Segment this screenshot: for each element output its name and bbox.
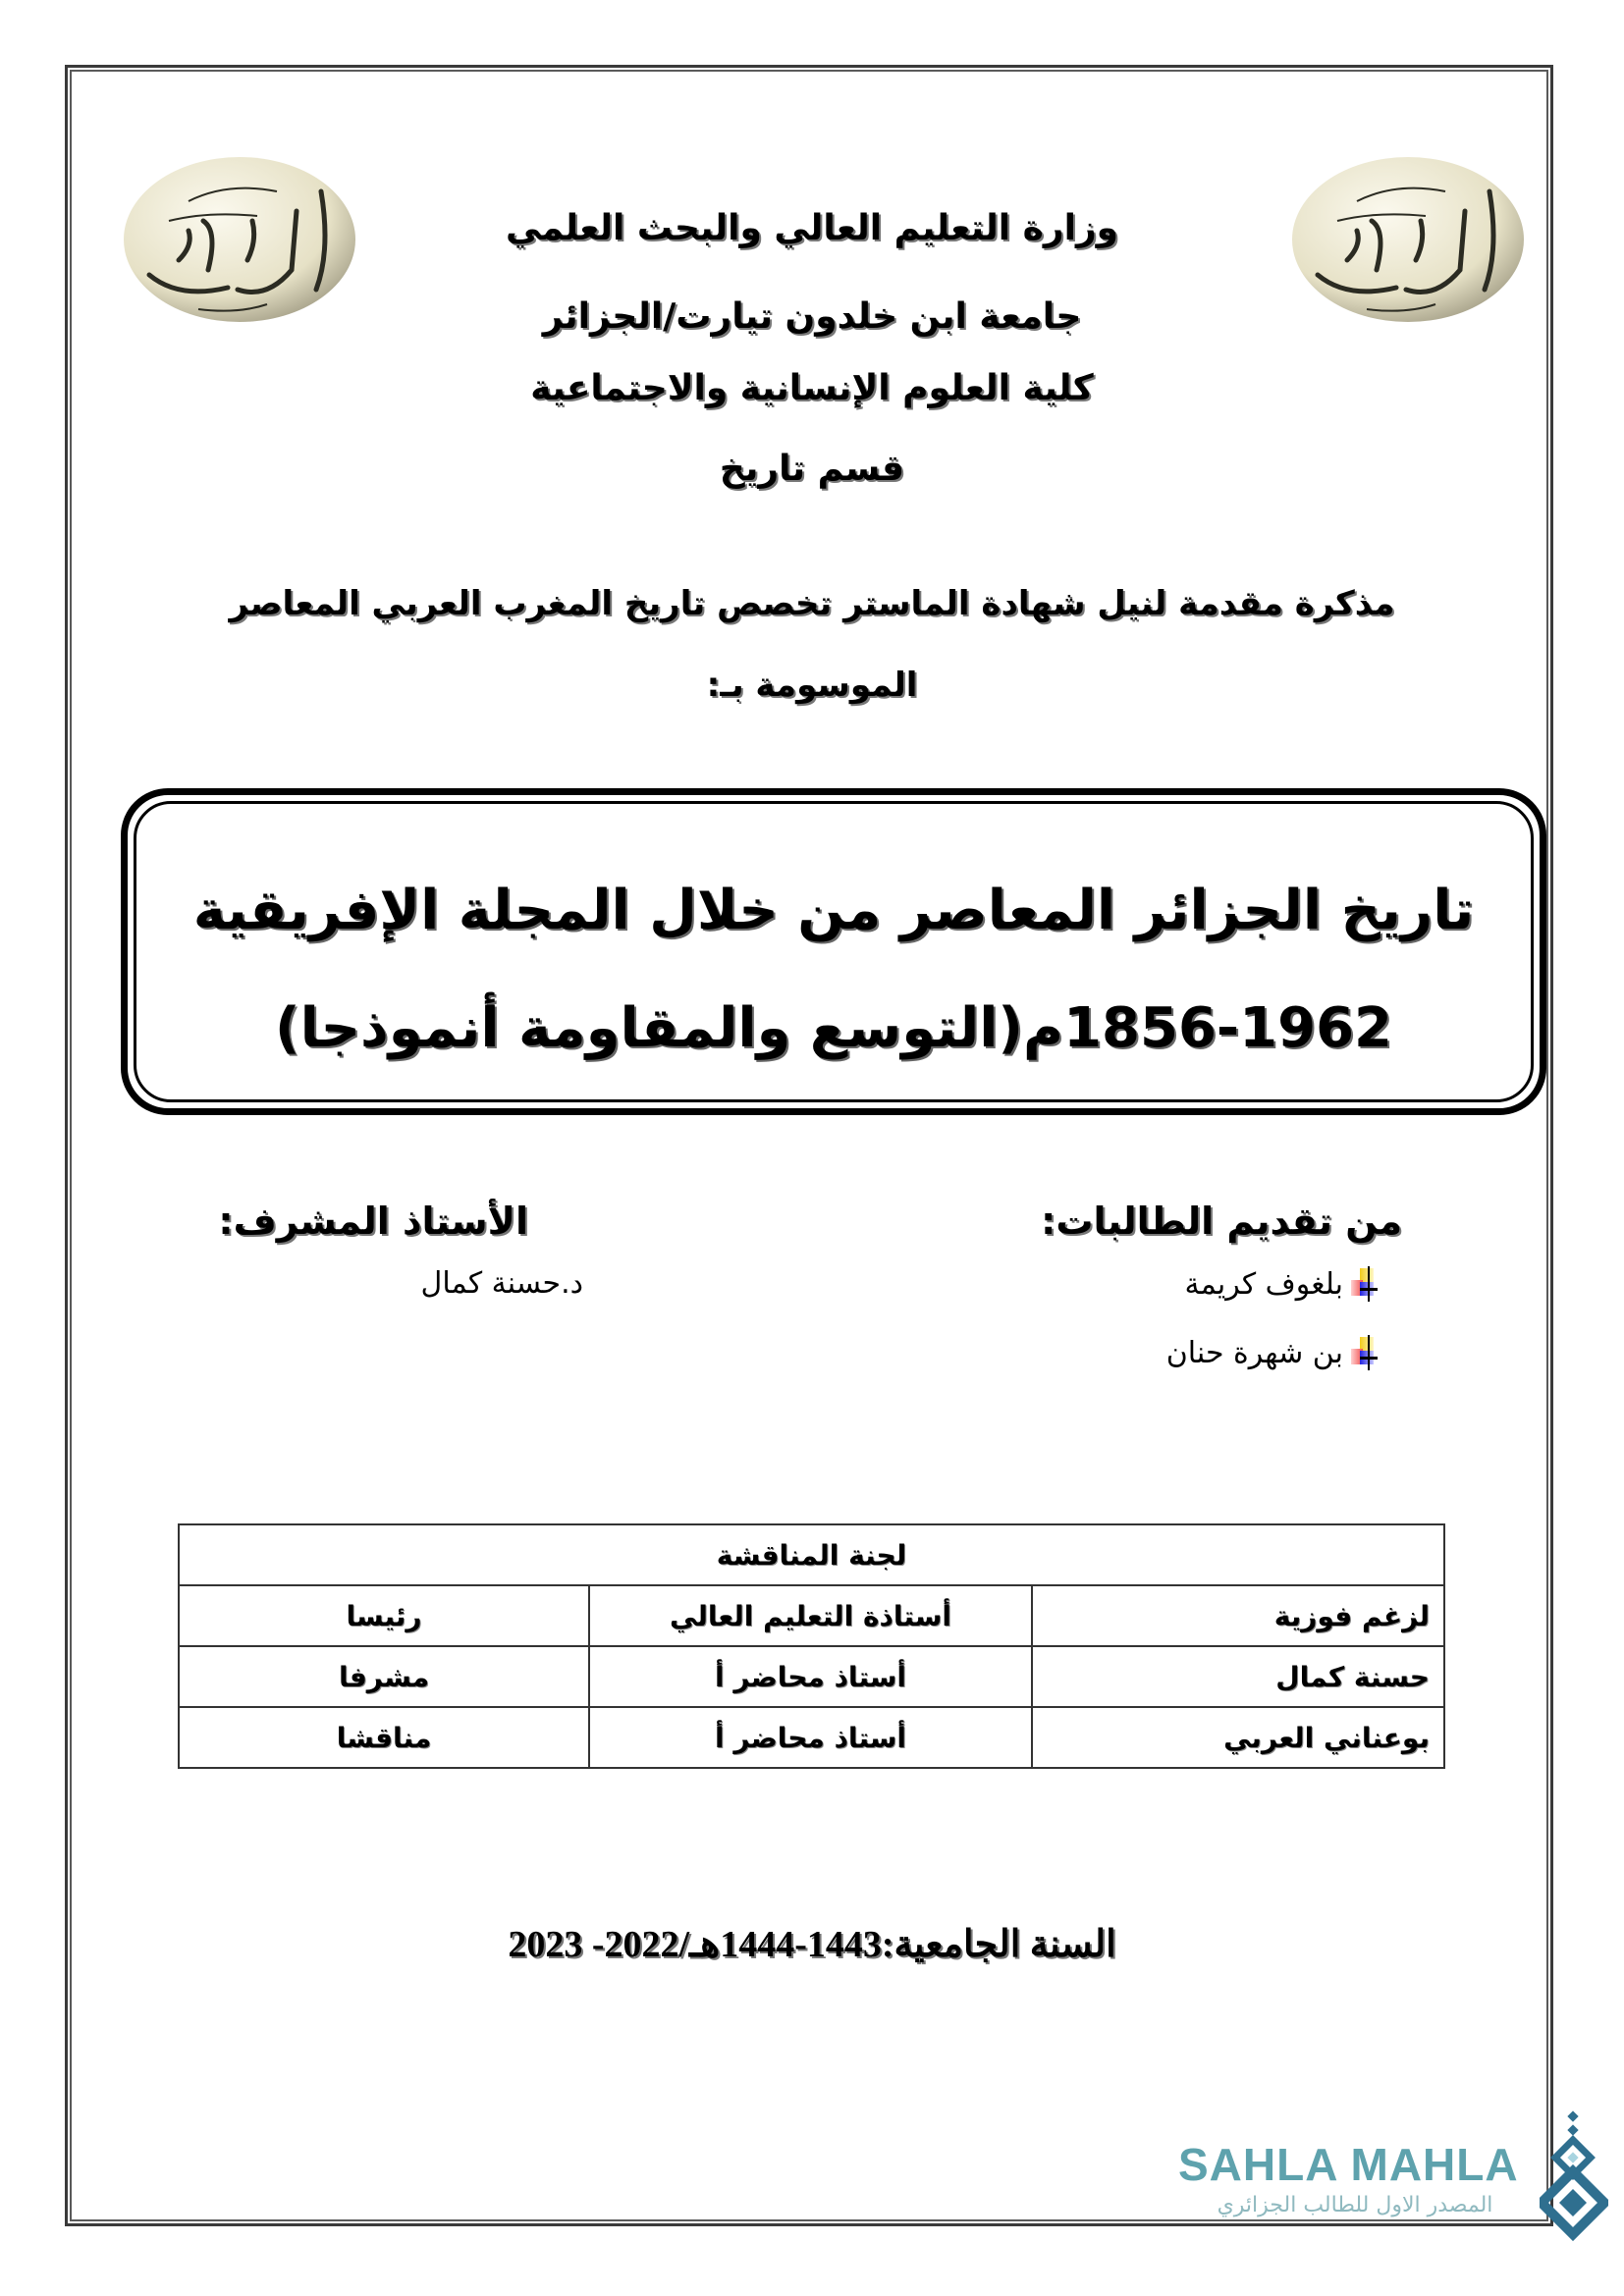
student-name: بن شهرة حنان	[1165, 1335, 1343, 1370]
thesis-title-line-1: تاريخ الجزائر المعاصر من خلال المجلة الإفريقية	[192, 879, 1475, 942]
member-role: رئيسا	[179, 1585, 589, 1646]
table-header-row	[179, 1524, 1444, 1585]
memo-titled-label: الموسومة بـ:	[706, 666, 918, 705]
student-name: بلغوف كريمة	[1184, 1266, 1343, 1302]
student-item	[1166, 1335, 1379, 1370]
member-rank: أستاذ محاضر أ	[589, 1646, 1032, 1707]
thesis-title-line-2: 1856-1962م(التوسع والمقاومة أنموذجا)	[274, 996, 1393, 1060]
member-name: بوعناني العربي	[1032, 1707, 1444, 1768]
watermark-tagline: المصدر الاول للطالب الجزائري	[1217, 2193, 1493, 2217]
member-rank: أستاذة التعليم العالي	[589, 1585, 1032, 1646]
faculty-name: كلية العلوم الإنسانية والاجتماعية	[530, 368, 1094, 408]
committee-table	[178, 1523, 1445, 1769]
students-heading: من تقديم الطالبات:	[1041, 1200, 1402, 1243]
student-item	[1185, 1266, 1380, 1302]
bullet-icon	[1351, 1335, 1379, 1370]
ministry-name: وزارة التعليم العالي والبحث العلمي	[505, 208, 1119, 248]
watermark-brand: SAHLA MAHLA	[1178, 2139, 1519, 2190]
member-role: مشرفا	[179, 1646, 589, 1707]
supervisor-heading: الأستاذ المشرف:	[218, 1200, 528, 1243]
table-row	[179, 1707, 1444, 1768]
table-row	[179, 1585, 1444, 1646]
department-name: قسم تاريخ	[719, 449, 905, 489]
member-role: مناقشا	[179, 1707, 589, 1768]
thesis-title-box	[121, 788, 1546, 1115]
university-name: جامعة ابن خلدون تيارت/الجزائر	[542, 296, 1082, 337]
bullet-icon	[1351, 1266, 1379, 1302]
table-row	[179, 1646, 1444, 1707]
sahla-mahla-watermark	[1168, 2091, 1610, 2248]
memo-description: مذكرة مقدمة لنيل شهادة الماستر تخصص تاريخ المغرب العربي المعاصر	[229, 584, 1395, 623]
sahla-mahla-logo-icon	[1540, 2110, 1608, 2248]
supervisor-name: د.حسنة كمال	[420, 1266, 583, 1301]
member-name: حسنة كمال	[1032, 1646, 1444, 1707]
member-rank: أستاذ محاضر أ	[589, 1707, 1032, 1768]
academic-year: السنة الجامعية:1443-1444هـ/2022- 2023	[508, 1924, 1116, 1965]
member-name: لزغم فوزية	[1032, 1585, 1444, 1646]
committee-heading: لجنة المناقشة	[179, 1524, 1444, 1585]
